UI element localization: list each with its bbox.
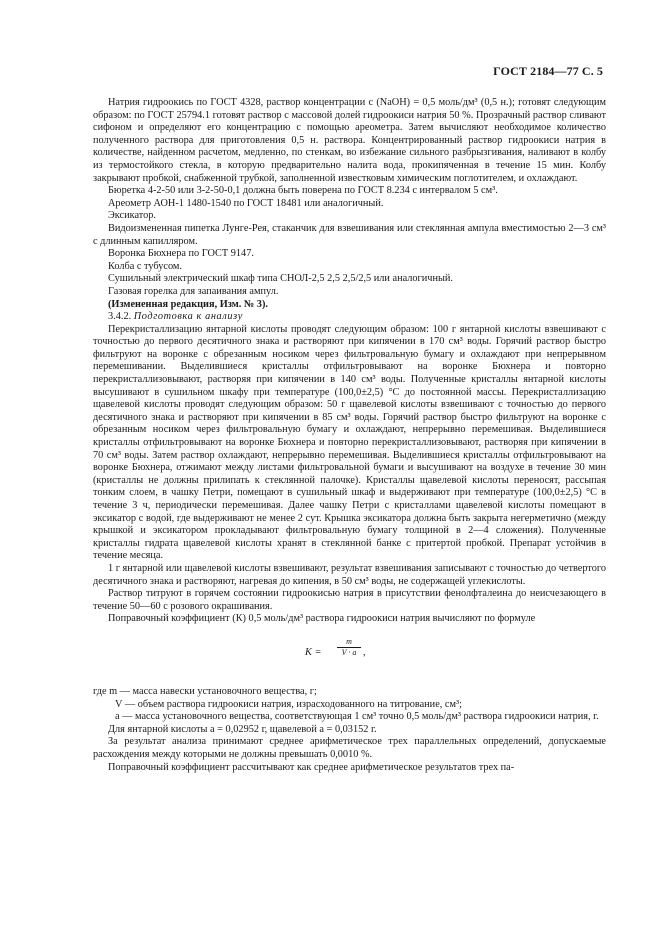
paragraph-pipette: Видоизмененная пипетка Лунге-Рея, стаканчик для взвешивания или стеклянная ампула вместимостью 2—3 см³ с длинным капилляром. <box>93 222 606 247</box>
paragraph-burette: Бюретка 4-2-50 или 3-2-50-0,1 должна быть поверена по ГОСТ 8.234 с интервалом 5 см³. <box>108 185 498 197</box>
paragraph-flask: Колба с тубусом. <box>108 260 183 272</box>
formula <box>93 636 606 666</box>
section-title: Подготовка к анализу <box>133 311 243 323</box>
paragraph-a-values: Для янтарной кислоты а = 0,02952 г, щавелевой а = 0,03152 г. <box>108 723 377 735</box>
page-header: ГОСТ 2184—77 С. 5 <box>493 64 603 78</box>
paragraph-desiccator: Эксикатор. <box>108 210 157 222</box>
paragraph-sodium-hydroxide: Натрия гидроокись по ГОСТ 4328, раствор концентрации с (NaOH) = 0,5 моль/дм³ (0,5 н.); готовят следующим образом: по ГОСТ 25794.1 готовят раствор с массовой долей гидроокиси натрия 50 %. Прозрачный раствор сливают сифоном и определяют его концентрацию с помощью ареометра. Затем вычисляют необходимое количество полученного раствора для приготовления 0,5 н. раствора. Концентрированный раствор гидроокиси натрия в количестве, найденном расчетом, медленно, по стенкам, во избежание сильного разбрызгивания, наливают в колбу из термостойкого стекла, в которую предварительно налита вода, прокипяченная в течение 15 мин. Колбу закрывают пробкой, снабженной трубкой, заполненной известковым химическим поглотителем, и охлаждают. <box>93 97 606 184</box>
paragraph-correction-factor: Поправочный коэффициент (К) 0,5 моль/дм³ раствора гидроокиси натрия вычисляют по формуле <box>108 613 536 625</box>
where-m: где m — масса навески установочного вещества, г; <box>93 685 317 697</box>
amendment-note: (Измененная редакция, Изм. № 3). <box>108 298 268 310</box>
paragraph-areometer: Ареометр АОН-1 1480-1540 по ГОСТ 18481 или аналогичный. <box>108 197 384 209</box>
paragraph-buchner-funnel: Воронка Бюхнера по ГОСТ 9147. <box>108 248 254 260</box>
paragraph-titration: Раствор титруют в горячем состоянии гидроокисью натрия в присутствии фенолфталеина до неисчезающего в течение 50—60 с розового окрашивания. <box>93 588 606 612</box>
paragraph-gas-burner: Газовая горелка для запаивания ампул. <box>108 285 279 297</box>
paragraph-drying-cabinet: Сушильный электрический шкаф типа СНОЛ-2,5 2,5 2,5/2,5 или аналогичный. <box>108 273 453 285</box>
section-number: 3.4.2. <box>108 311 132 323</box>
paragraph-result: За результат анализа принимают среднее арифметическое трех параллельных определений, допускаемые расхождения между которыми не должны превышать 0,0010 %. <box>93 736 606 760</box>
formula-numerator: m <box>337 637 361 648</box>
document-body <box>93 97 606 774</box>
formula-fraction <box>337 637 361 658</box>
formula-denominator: V · a <box>341 647 357 657</box>
formula-lhs: K = <box>305 646 322 658</box>
where-v: V — объем раствора гидроокиси натрия, израсходованного на титрование, см³; <box>115 698 462 710</box>
formula-tail: , <box>363 646 366 658</box>
paragraph-weighing: 1 г янтарной или щавелевой кислоты взвешивают, результат взвешивания записывают с точностью до четвертого десятичного знака и растворяют, нагревая до кипения, в 50 см³ воды, не содержащей углекислоты. <box>93 562 606 587</box>
paragraph-correction-average: Поправочный коэффициент рассчитывают как среднее арифметическое результатов трех па- <box>108 761 515 773</box>
paragraph-recrystallization: Перекристаллизацию янтарной кислоты проводят следующим образом: 100 г янтарной кислоты взвешивают с точностью до первого десятичного знака и растворяют при кипячении в 170 см³ воды. Горячий раствор быстро фильтруют на воронке с обрезанным носиком через фильтровальную бумагу и охлаждают при непрерывном перемешивании. Выделившиеся кристаллы отфильтровывают на воронке Бюхнера и повторно перекристаллизовывают, растворяя при кипячении в 140 см³ воды. Полученные кристаллы янтарной кислоты высушивают в сушильном шкафу при температуре (100,0±2,5) °С до постоянной массы. Перекристаллизацию щавелевой кислоты проводят следующим образом: 50 г щавелевой кислоты взвешивают с точностью до первого десятичного знака и растворяют при кипячении в 85 см³ воды. Горячий раствор быстро фильтруют на воронке с обрезанным носиком через фильтровальную бумагу и охлаждают, непрерывно перемешивая. Выделившиеся кристаллы отфильтровывают на воронке Бюхнера и повторно перекристаллизовывают, растворяя при кипячении в 70 см³ воды. Затем раствор охлаждают, непрерывно перемешивая. Выделившиеся кристаллы отфильтровывают на воронке Бюхнера, отжимают между листами фильтровальной бумаги и высушивают на воздухе в течение 30 мин (кристаллы не должны прилипать к стеклянной палочке). Кристаллы щавелевой кислоты переносят, рассыпая тонким слоем, в чашку Петри, помещают в сушильный шкаф и выдерживают при температуре (100,0±2,5) °С в течение 3 ч, периодически перемешивая. Далее чашку Петри с кристаллами щавелевой кислоты помещают в эксикатор с водой, где выдерживают не менее 2 сут. Крышка эксикатора должна быть закрыта негерметично (между крышкой и эксикатором прокладывают фильтровальную бумагу толщиной в 2—4 сложения). Полученные кристаллы гидрата щавелевой кислоты хранят в стеклянной банке с притертой пробкой. Препарат устойчив в течение месяца. <box>93 323 606 562</box>
where-a: а — масса установочного вещества, соответствующая 1 см³ точно 0,5 моль/дм³ раствора гидроокиси натрия, г. <box>115 711 599 723</box>
section-heading <box>93 311 606 324</box>
